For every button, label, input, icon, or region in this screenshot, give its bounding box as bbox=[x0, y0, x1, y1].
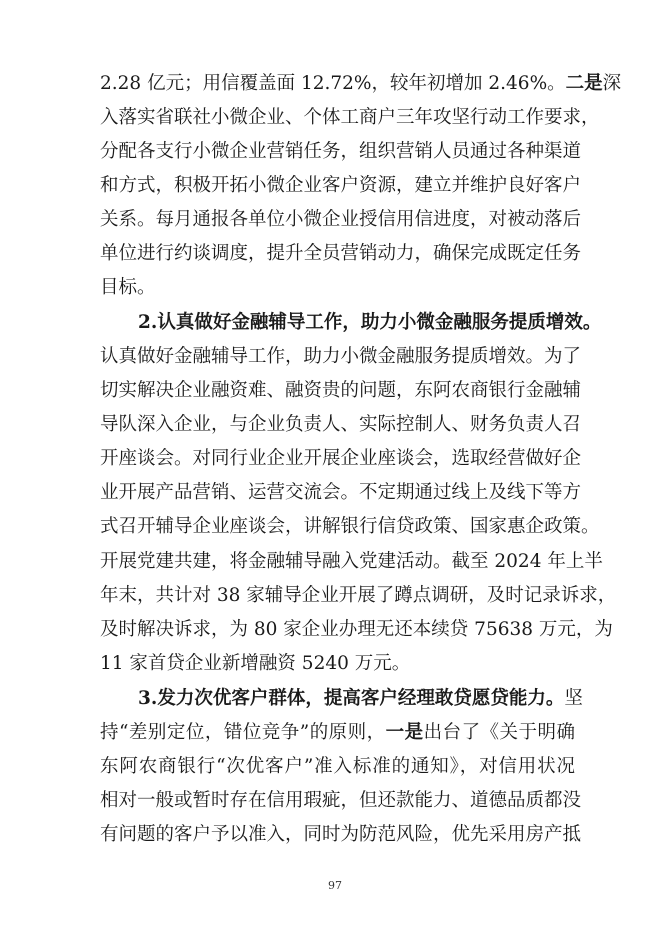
text-segment: 开展党建共建，将金融辅导融入党建活动。截至 2024 年上半 bbox=[100, 551, 603, 572]
text-segment: 切实解决企业融资难、融资贵的问题，东阿农商银行金融辅 bbox=[100, 380, 582, 401]
text-segment: 式召开辅导企业座谈会，讲解银行信贷政策、国家惠企政策。 bbox=[100, 516, 600, 537]
text-line bbox=[138, 311, 602, 335]
text-segment: 入落实省联社小微企业、个体工商户三年攻坚行动工作要求， bbox=[100, 107, 600, 128]
text-line bbox=[100, 72, 622, 96]
text-segment: 坚 bbox=[564, 688, 583, 709]
text-line bbox=[100, 721, 575, 745]
text-line bbox=[138, 687, 583, 711]
bold-text: 2.认真做好金融辅导工作，助力小微金融服务提质增效。 bbox=[138, 312, 602, 333]
text-segment: 开座谈会。对同行业企业开展企业座谈会，选取经营做好企 bbox=[100, 448, 582, 469]
text-line bbox=[100, 208, 582, 232]
text-line bbox=[100, 652, 575, 676]
text-segment: 出台了《关于明确 bbox=[423, 722, 575, 743]
text-segment: 年末，共计对 38 家辅导企业开展了蹲点调研，及时记录诉求， bbox=[100, 585, 617, 606]
text-segment: 深 bbox=[602, 73, 622, 94]
bold-text: 二是 bbox=[565, 73, 603, 94]
text-segment: 持“差别定位，错位竞争”的原则， bbox=[100, 722, 386, 743]
text-line bbox=[100, 242, 582, 266]
text-line bbox=[100, 447, 582, 471]
text-segment: 及时解决诉求，为 80 家企业办理无还本续贷 75638 万元，为 bbox=[100, 619, 613, 640]
text-line bbox=[100, 140, 582, 164]
text-line bbox=[100, 174, 582, 198]
text-segment: 导队深入企业，与企业负责人、实际控制人、财务负责人召 bbox=[100, 414, 582, 435]
bold-text: 一是 bbox=[385, 722, 424, 743]
text-line bbox=[100, 550, 603, 574]
bold-text: 3.发力次优客户群体，提高客户经理敢贷愿贷能力。 bbox=[138, 688, 565, 709]
text-segment: 关系。每月通报各单位小微企业授信用信进度，对被动落后 bbox=[100, 209, 582, 230]
text-segment: 有问题的客户予以准入，同时为防范风险，优先采用房产抵 bbox=[100, 824, 582, 845]
text-line bbox=[100, 823, 582, 847]
text-line bbox=[100, 276, 575, 300]
text-segment: 东阿农商银行“次优客户”准入标准的通知》，对信用状况 bbox=[100, 756, 575, 777]
text-segment: 业开展产品营销、运营交流会。不定期通过线上及线下等方 bbox=[100, 482, 582, 503]
text-line bbox=[100, 789, 582, 813]
text-segment: 目标。 bbox=[100, 277, 156, 298]
text-segment: 分配各支行小微企业营销任务，组织营销人员通过各种渠道 bbox=[100, 141, 582, 162]
text-line bbox=[100, 345, 582, 369]
text-segment: 和方式，积极开拓小微企业客户资源，建立并维护良好客户 bbox=[100, 175, 582, 196]
text-segment: 2.28 亿元；用信覆盖面 12.72%，较年初增加 2.46%。 bbox=[100, 73, 566, 94]
text-segment: 单位进行约谈调度，提升全员营销动力，确保完成既定任务 bbox=[100, 243, 582, 264]
text-line bbox=[100, 515, 600, 539]
text-line bbox=[100, 379, 582, 403]
text-line bbox=[100, 755, 575, 779]
text-segment: 认真做好金融辅导工作，助力小微金融服务提质增效。为了 bbox=[100, 346, 582, 367]
text-line bbox=[100, 481, 582, 505]
text-line bbox=[100, 413, 582, 437]
text-segment: 11 家首贷企业新增融资 5240 万元。 bbox=[100, 653, 411, 674]
page-number: 97 bbox=[328, 879, 342, 892]
text-line bbox=[100, 106, 600, 130]
text-line bbox=[100, 584, 617, 608]
text-segment: 相对一般或暂时存在信用瑕疵，但还款能力、道德品质都没 bbox=[100, 790, 582, 811]
text-line bbox=[100, 618, 613, 642]
